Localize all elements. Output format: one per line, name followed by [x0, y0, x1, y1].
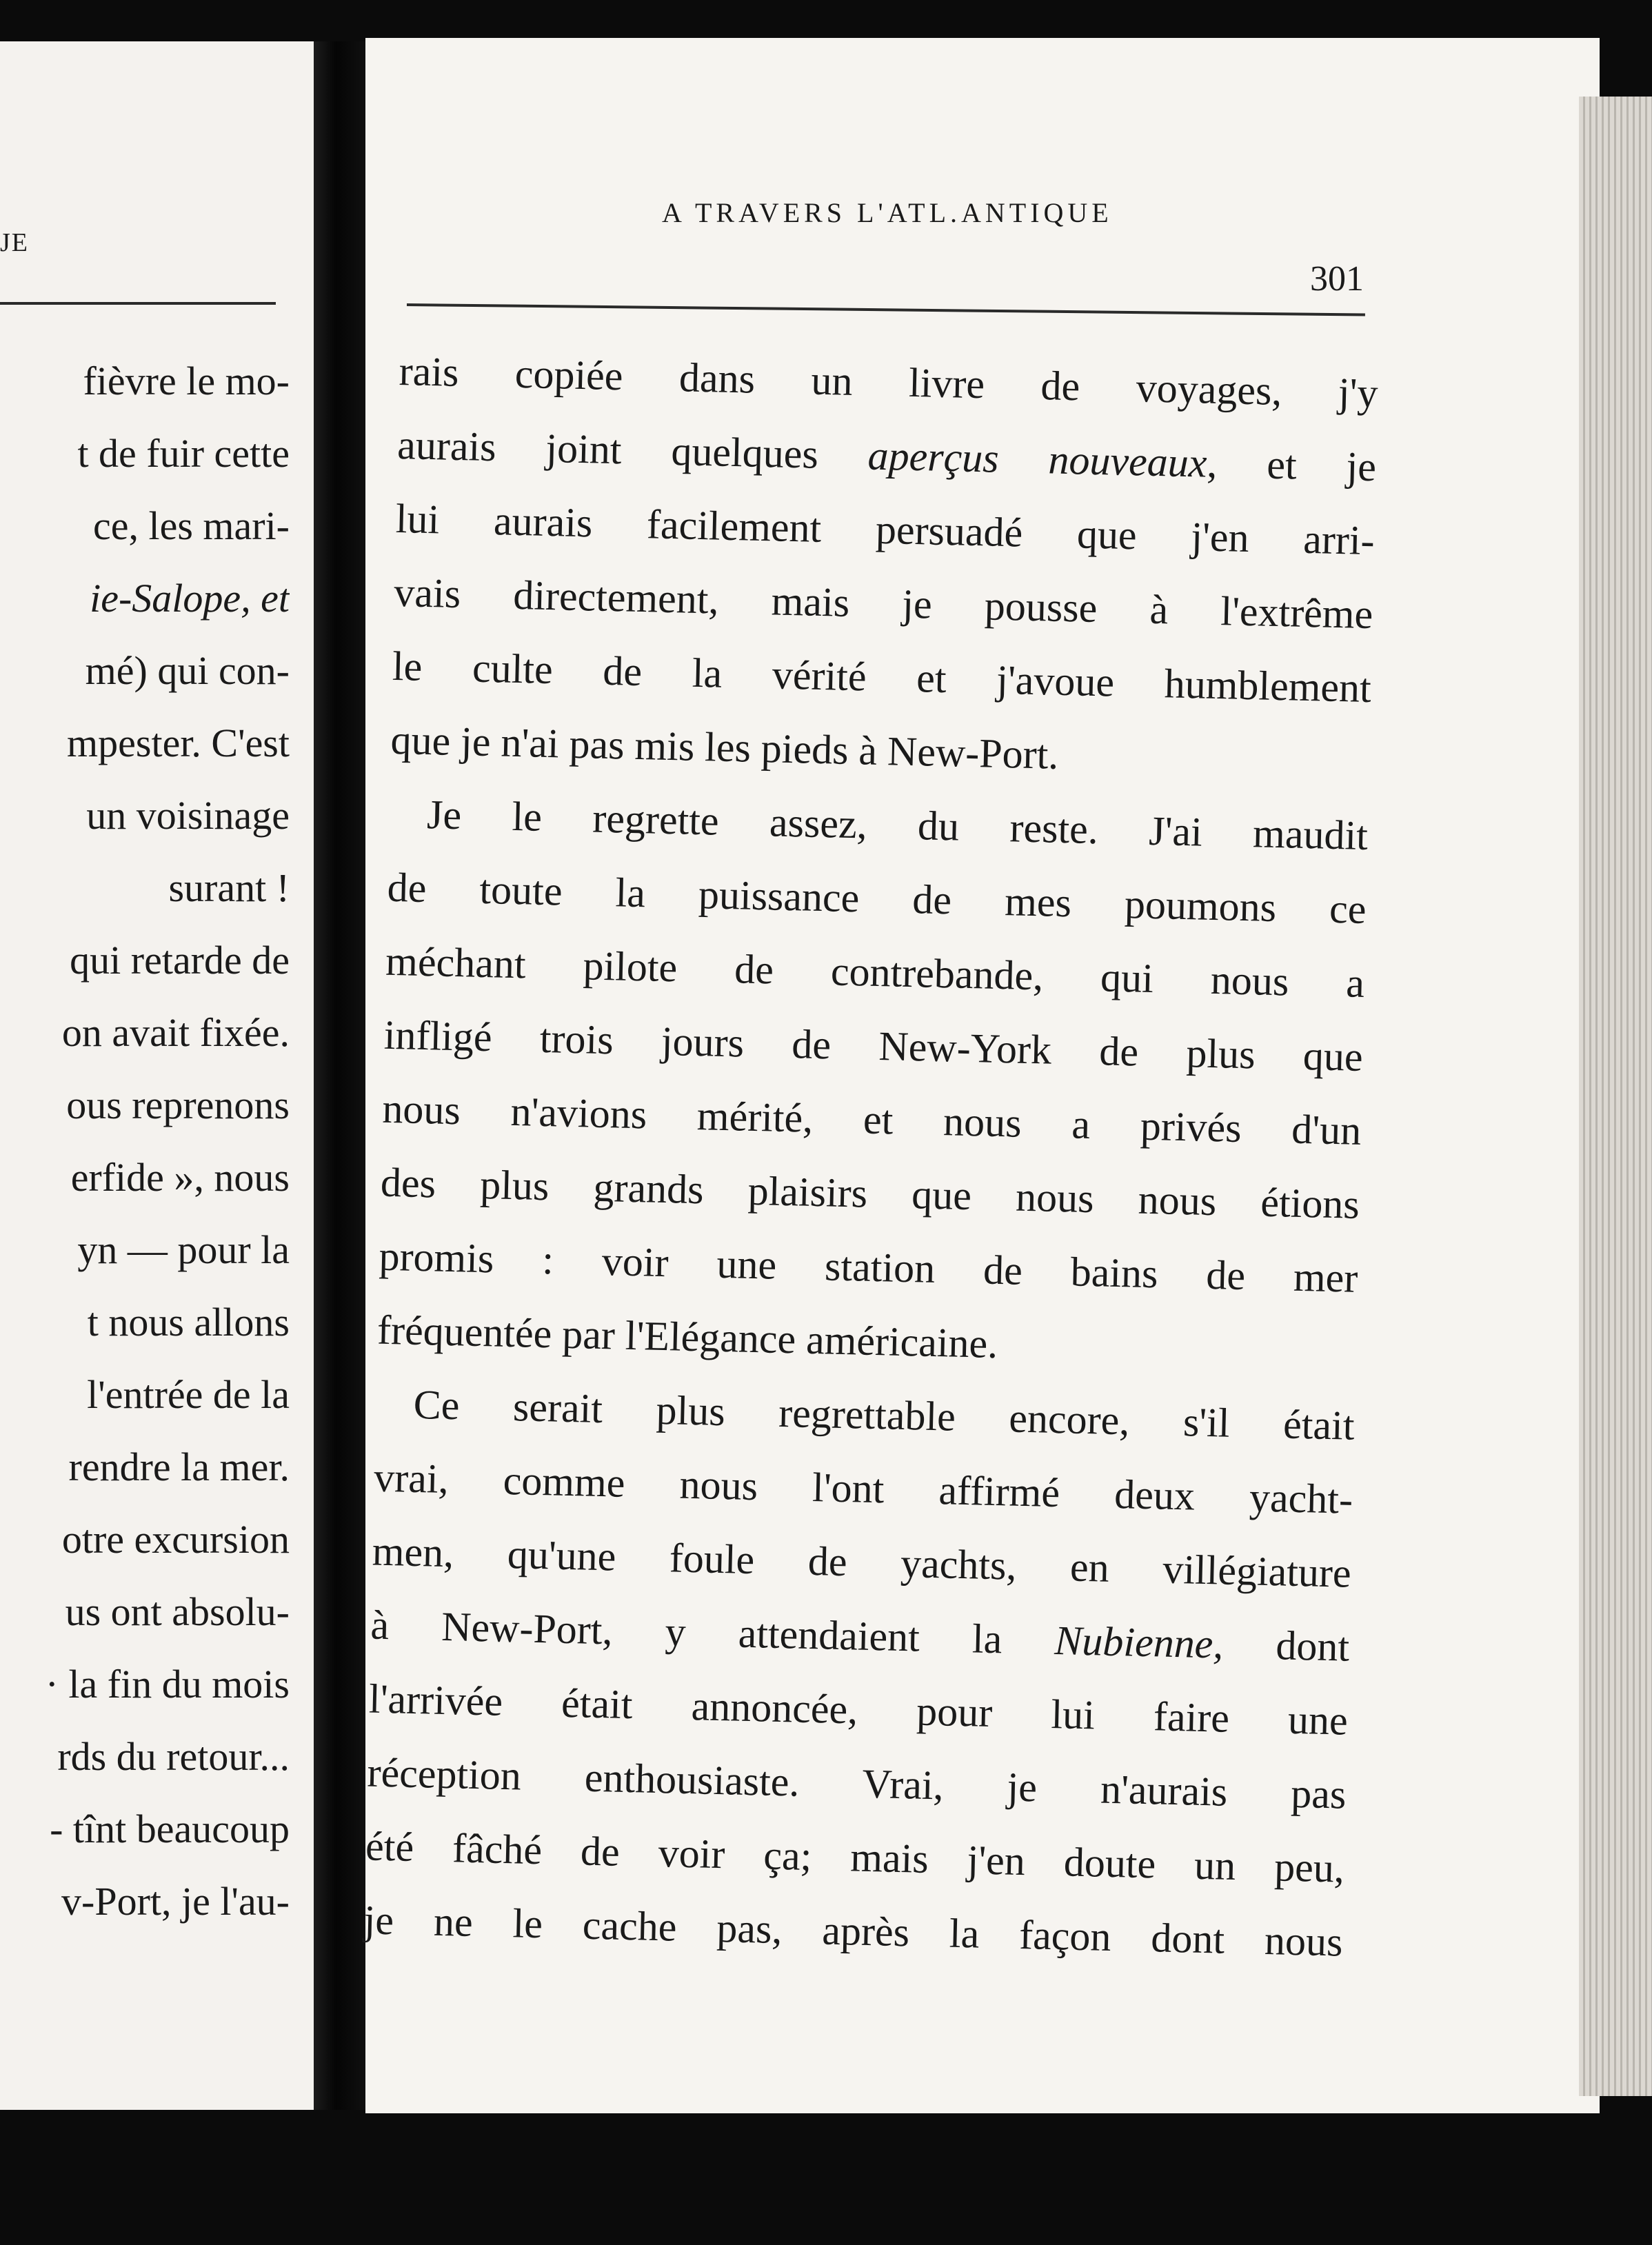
left-running-head: JE	[0, 228, 29, 257]
text-line: Ce serait plus regrettable encore, s'il était	[413, 1381, 1356, 1449]
right-running-head: A TRAVERS L'ATL.ANTIQUE	[662, 197, 1113, 228]
text-line: - tînt beaucoup	[50, 1806, 290, 1851]
text-line: rds du retour...	[57, 1734, 290, 1779]
right-page	[365, 38, 1600, 2113]
text-line: l'entrée de la	[87, 1372, 290, 1417]
text-line: vais directement, mais je pousse à l'extrême	[393, 569, 1373, 638]
book-gutter	[314, 41, 369, 2110]
text-line: vrai, comme nous l'ont affirmé deux yacht-	[373, 1454, 1353, 1522]
text-line: de toute la puissance de mes poumons ce	[387, 864, 1367, 933]
text-line: erfide », nous	[70, 1155, 290, 1200]
page-number: 301	[1310, 259, 1364, 299]
text-line: mpester. C'est	[67, 721, 290, 765]
left-page	[0, 41, 327, 2110]
text-line: · la fin du mois	[45, 1662, 290, 1707]
right-header-rule	[407, 303, 1365, 316]
text-line: à New-Port, y attendaient la Nubienne, dont	[370, 1602, 1350, 1670]
page-edges	[1579, 97, 1652, 2096]
left-text-block	[0, 345, 290, 1937]
text-line: promis : voir une station de bains de mer	[378, 1233, 1359, 1301]
text-line: nous n'avions mérité, et nous a privés d'un	[381, 1085, 1362, 1154]
text-line: un voisinage	[86, 793, 290, 838]
text-line: fièvre le mo-	[83, 359, 290, 403]
text-line: v-Port, je l'au-	[61, 1879, 290, 1924]
text-line: Je le regrette assez, du reste. J'ai maudit	[426, 792, 1369, 859]
text-line: rais copiée dans un livre de voyages, j'y	[399, 348, 1379, 416]
text-line: surant !	[168, 865, 290, 910]
text-line: otre excursion	[61, 1517, 290, 1562]
text-line: que je n'ai pas mis les pieds à New-Port.	[390, 716, 1060, 778]
left-header-rule	[0, 302, 276, 305]
text-line: l'arrivée était annoncée, pour lui faire une	[368, 1675, 1349, 1744]
text-line: ie-Salope, et	[90, 576, 290, 621]
text-line: us ont absolu-	[65, 1589, 290, 1634]
text-line: on avait fixée.	[61, 1010, 290, 1055]
text-line: lui aurais facilement persuadé que j'en arri-	[395, 495, 1376, 564]
text-line: le culte de la vérité et j'avoue humblement	[392, 643, 1372, 712]
text-line: été fâché de voir ça; mais j'en doute un peu,	[365, 1823, 1345, 1891]
text-line: t de fuir cette	[77, 431, 290, 476]
text-line: réception enthousiaste. Vrai, je n'aurais pas	[366, 1749, 1347, 1818]
text-line: ce, les mari-	[92, 503, 290, 548]
text-line: ous reprenons	[66, 1083, 290, 1127]
text-line: t nous allons	[87, 1300, 290, 1345]
text-line: qui retarde de	[70, 938, 290, 983]
text-line: je ne le cache pas, après la façon dont nous	[363, 1897, 1344, 1965]
right-text-block	[363, 334, 1379, 1980]
text-line: fréquentée par l'Elégance américaine.	[376, 1307, 998, 1367]
text-line: méchant pilote de contrebande, qui nous a	[385, 938, 1365, 1006]
text-line: rendre la mer.	[68, 1444, 290, 1489]
text-line: infligé trois jours de New-York de plus que	[383, 1011, 1364, 1080]
text-line: aurais joint quelques aperçus nouveaux, et je	[396, 421, 1377, 490]
text-line: men, qu'une foule de yachts, en villégiature	[372, 1528, 1352, 1596]
text-line: yn — pour la	[77, 1227, 290, 1272]
text-line: des plus grands plaisirs que nous nous étions	[380, 1159, 1360, 1227]
text-line: mé) qui con-	[85, 648, 290, 693]
